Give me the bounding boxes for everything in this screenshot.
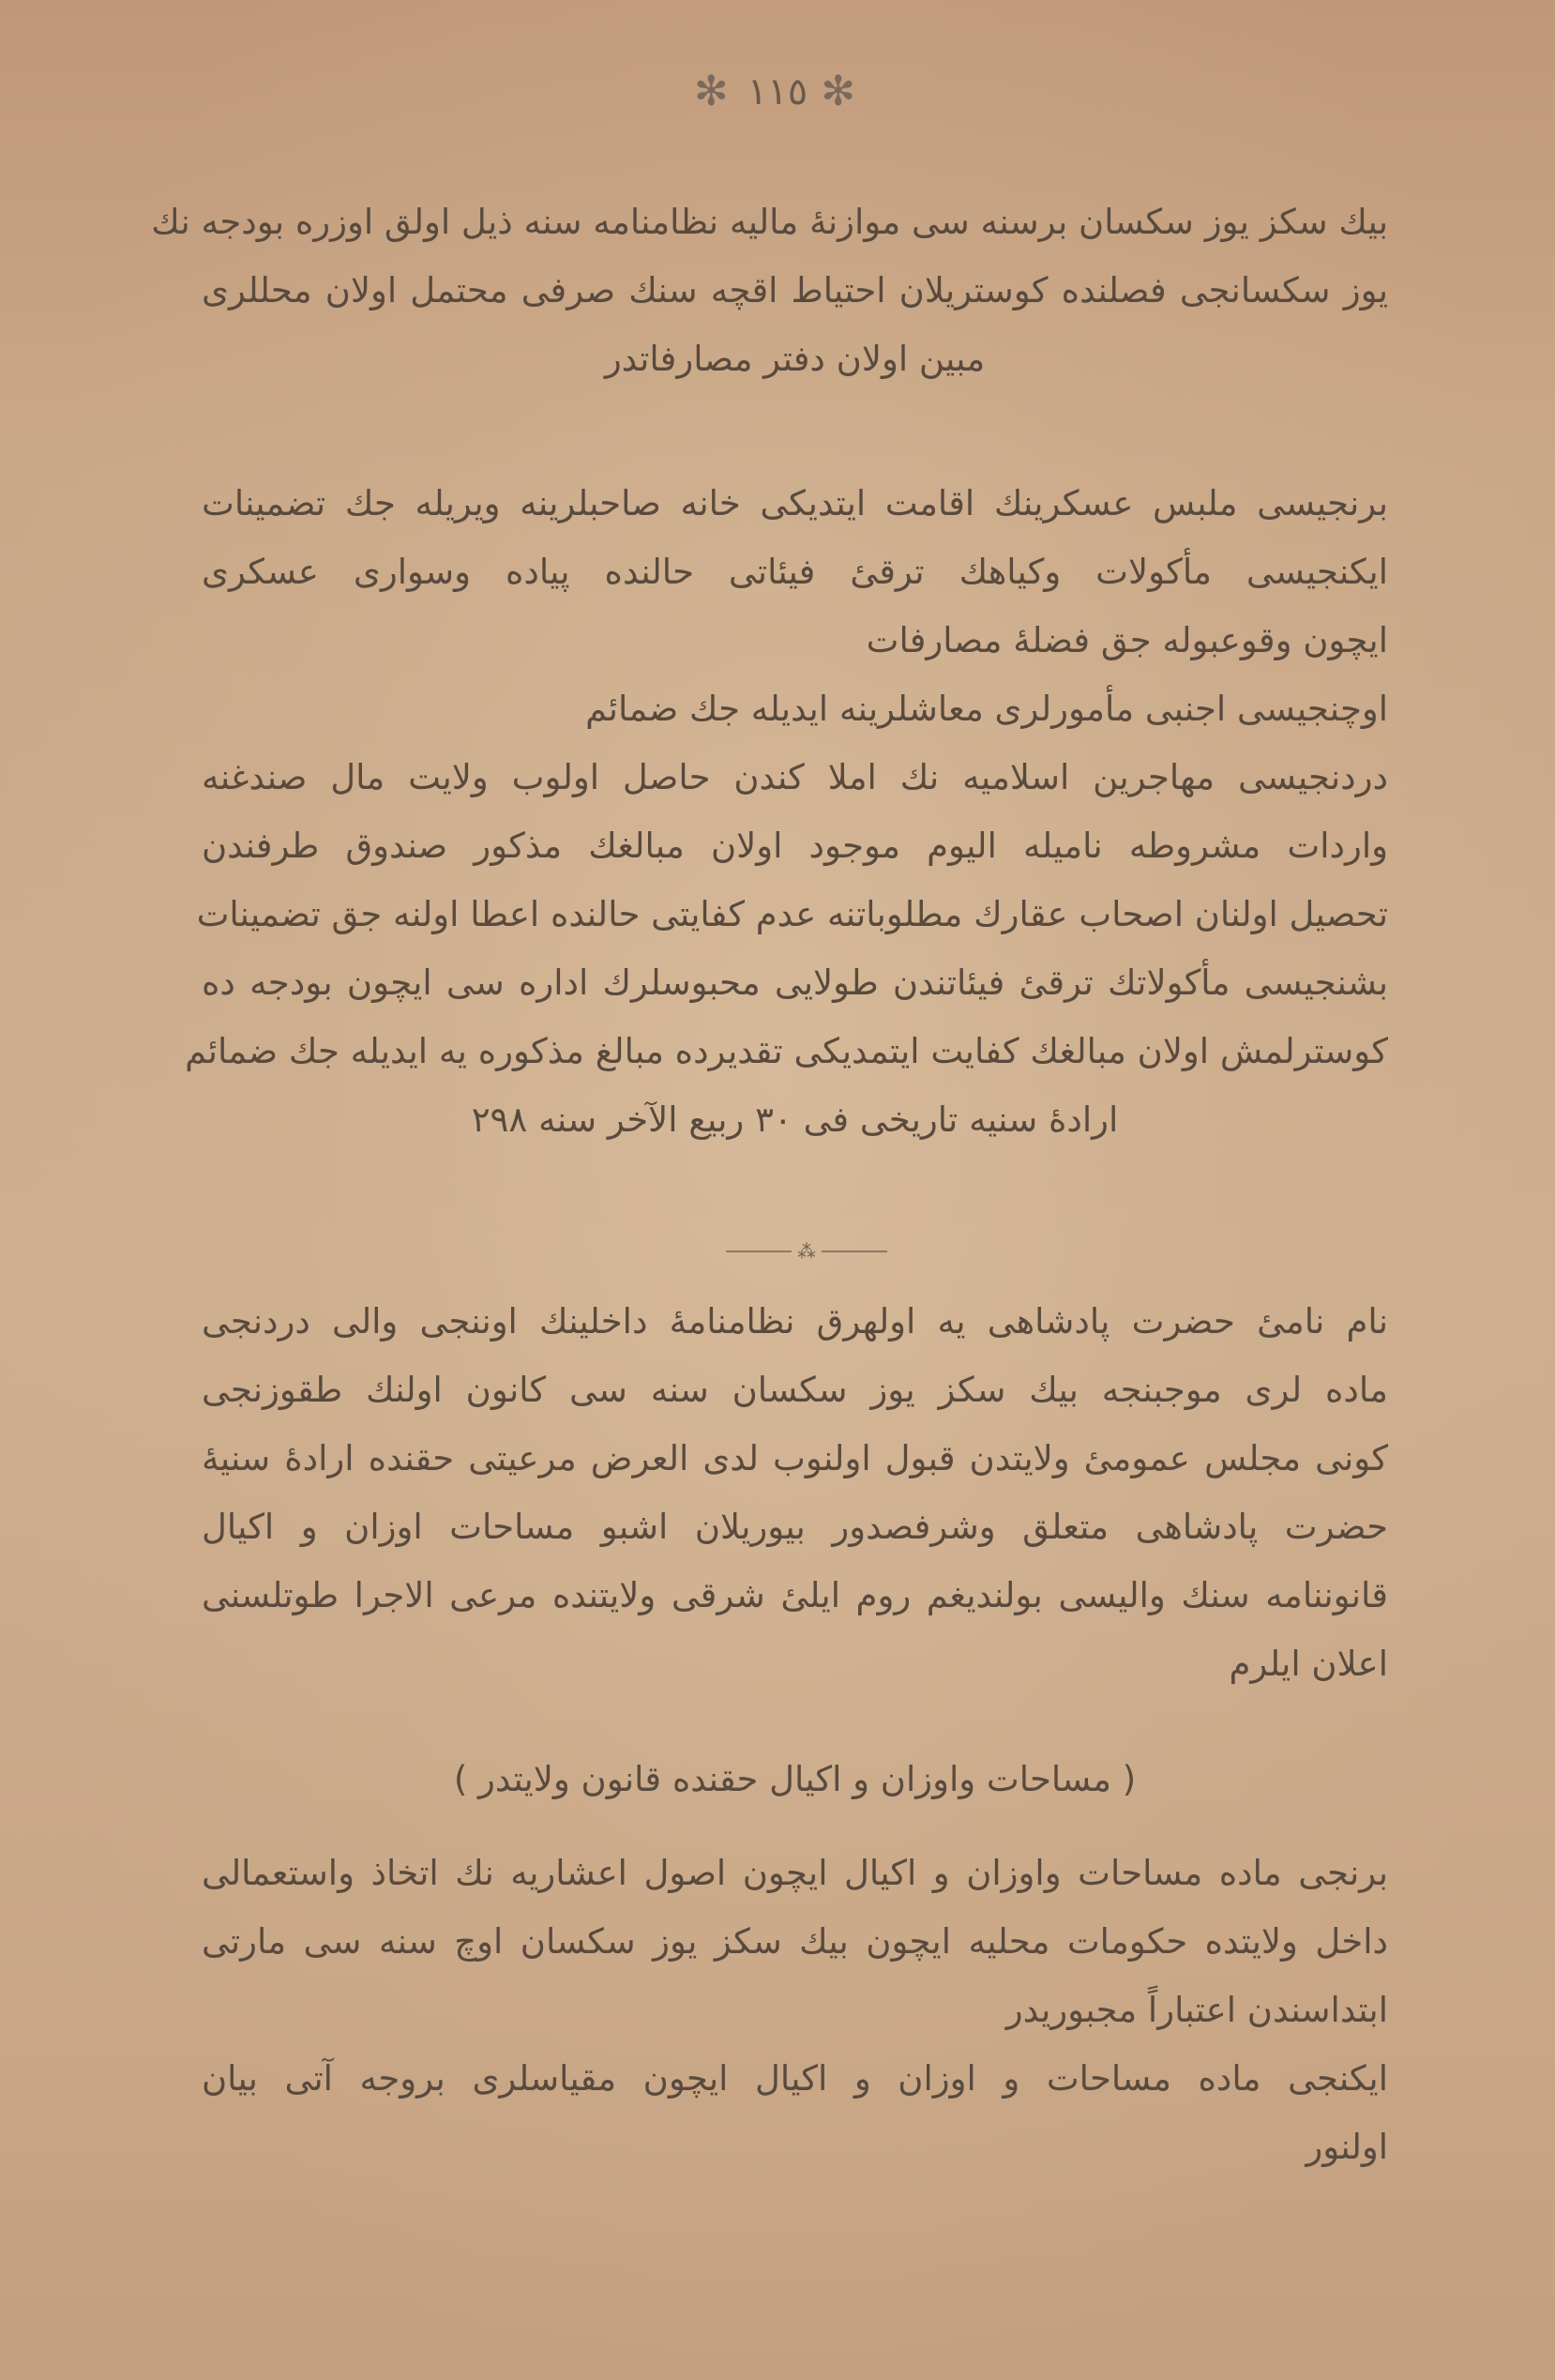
expense-list [185, 469, 1388, 1154]
list-item-third: اوچنجيسی اجنبی مأمورلری معاشلرينه ايديله جك ضمائم [585, 689, 1388, 729]
list-item-second: ايكنجيسی مأكولات وكياهك ترقیٔ فيئاتی حالنده پياده وسواری عسكری [202, 552, 1388, 592]
budget-intro-paragraph [151, 188, 1388, 393]
article-second: ايكنجی ماده مساحات و اوزان و اكيال ايچون مقياسلری بروجه آتی بيان [202, 2058, 1388, 2099]
text-line: يوز سكسانجی فصلنده كوستريلان احتياط اقچه سنك صرفی محتمل اولان محللری [202, 270, 1388, 311]
separator-rule [822, 1251, 887, 1252]
list-item-fourth-cont: تحصيل اولنان اصحاب عقارك مطلوباتنه عدم كفايتی حالنده اعطا اولنه جق تضمينات [196, 894, 1388, 934]
ornament-right-icon: ✻ [821, 68, 862, 115]
text-line: قانوننامه سنك واليسی بولنديغم روم ايلیٔ شرقی ولايتنده مرعی الاجرا طوتلسنی [202, 1575, 1388, 1615]
ornament-left-icon: ✻ [693, 68, 734, 115]
text-line: مبين اولان دفتر مصارفاتدر [604, 339, 986, 379]
section-separator [713, 1240, 900, 1263]
law-heading-block [202, 1745, 1388, 1813]
article-first-cont: ابتداسندن اعتباراً مجبوريدر [1005, 1990, 1388, 2030]
text-line: كونی مجلس عمومیٔ ولايتدن قبول اولنوب لدى العرض مرعيتی حقنده ارادهٔ سنيهٔ [202, 1438, 1388, 1478]
text-line: بيك سكز يوز سكسان برسنه سی موازنهٔ ماليه نظامنامه سنه ذيل اولق اوزره بودجه نك [151, 202, 1388, 242]
article-first: برنجی ماده مساحات واوزان و اكيال ايچون اصول اعشاريه نك اتخاذ واستعمالی [202, 1853, 1388, 1893]
page-header [0, 68, 1555, 115]
separator-ornament-icon: ⁂ [797, 1240, 816, 1263]
list-item-second-cont: ايچون وقوعبوله جق فضلهٔ مصارفات [866, 620, 1388, 660]
list-item-first: برنجيسی ملبس عسكرينك اقامت ايتديكی خانه صاحبلرينه ويريله جك تضمينات [202, 483, 1388, 523]
list-item-fourth: دردنجيسی مهاجرين اسلاميه نك املا كندن حاصل اولوب ولايت مال صندغنه [202, 757, 1388, 797]
text-line: نام نامیٔ حضرت پادشاهی يه اولهرق نظامنامهٔ داخلينك اوننجی والى دردنجی [202, 1301, 1388, 1342]
list-item-fifth: بشنجيسی مأكولاتك ترقیٔ فيئاتندن طولايی محبوسلرك اداره سی ايچون بودجه ده [202, 963, 1388, 1003]
decree-date: ارادهٔ سنيه تاريخی فی ٣٠ ربيع الآخر سنه ٢٩٨ [471, 1099, 1119, 1140]
law-articles [202, 1839, 1388, 2181]
list-item-fourth-cont: واردات مشروطه ناميله اليوم موجود اولان مبالغك مذكور صندوق طرفندن [202, 826, 1388, 866]
list-item-fifth-cont: كوسترلمش اولان مبالغك كفايت ايتمديكی تقديرده مبالغ مذكوره يه ايديله جك ضمائم [185, 1031, 1388, 1071]
law-heading: ( مساحات واوزان و اكيال حقنده قانون ولايتدر ) [453, 1759, 1137, 1799]
proclamation-paragraph [202, 1287, 1388, 1698]
text-line: ماده لری موجبنجه بيك سكز يوز سكسان سنه سی كانون اولنك طقوزنجی [202, 1370, 1388, 1410]
article-second-cont: اولنور [1306, 2127, 1388, 2167]
text-line: حضرت پادشاهی متعلق وشرفصدور بيوريلان اشبو مساحات اوزان و اكيال [202, 1507, 1388, 1547]
article-first-cont: داخل ولايتده حكومات محليه ايچون بيك سكز يوز سكسان اوچ سنه سی مارتی [202, 1921, 1388, 1962]
text-line: اعلان ايلرم [1229, 1644, 1388, 1684]
page-number: ١١٥ [747, 69, 808, 114]
separator-rule [726, 1251, 792, 1252]
